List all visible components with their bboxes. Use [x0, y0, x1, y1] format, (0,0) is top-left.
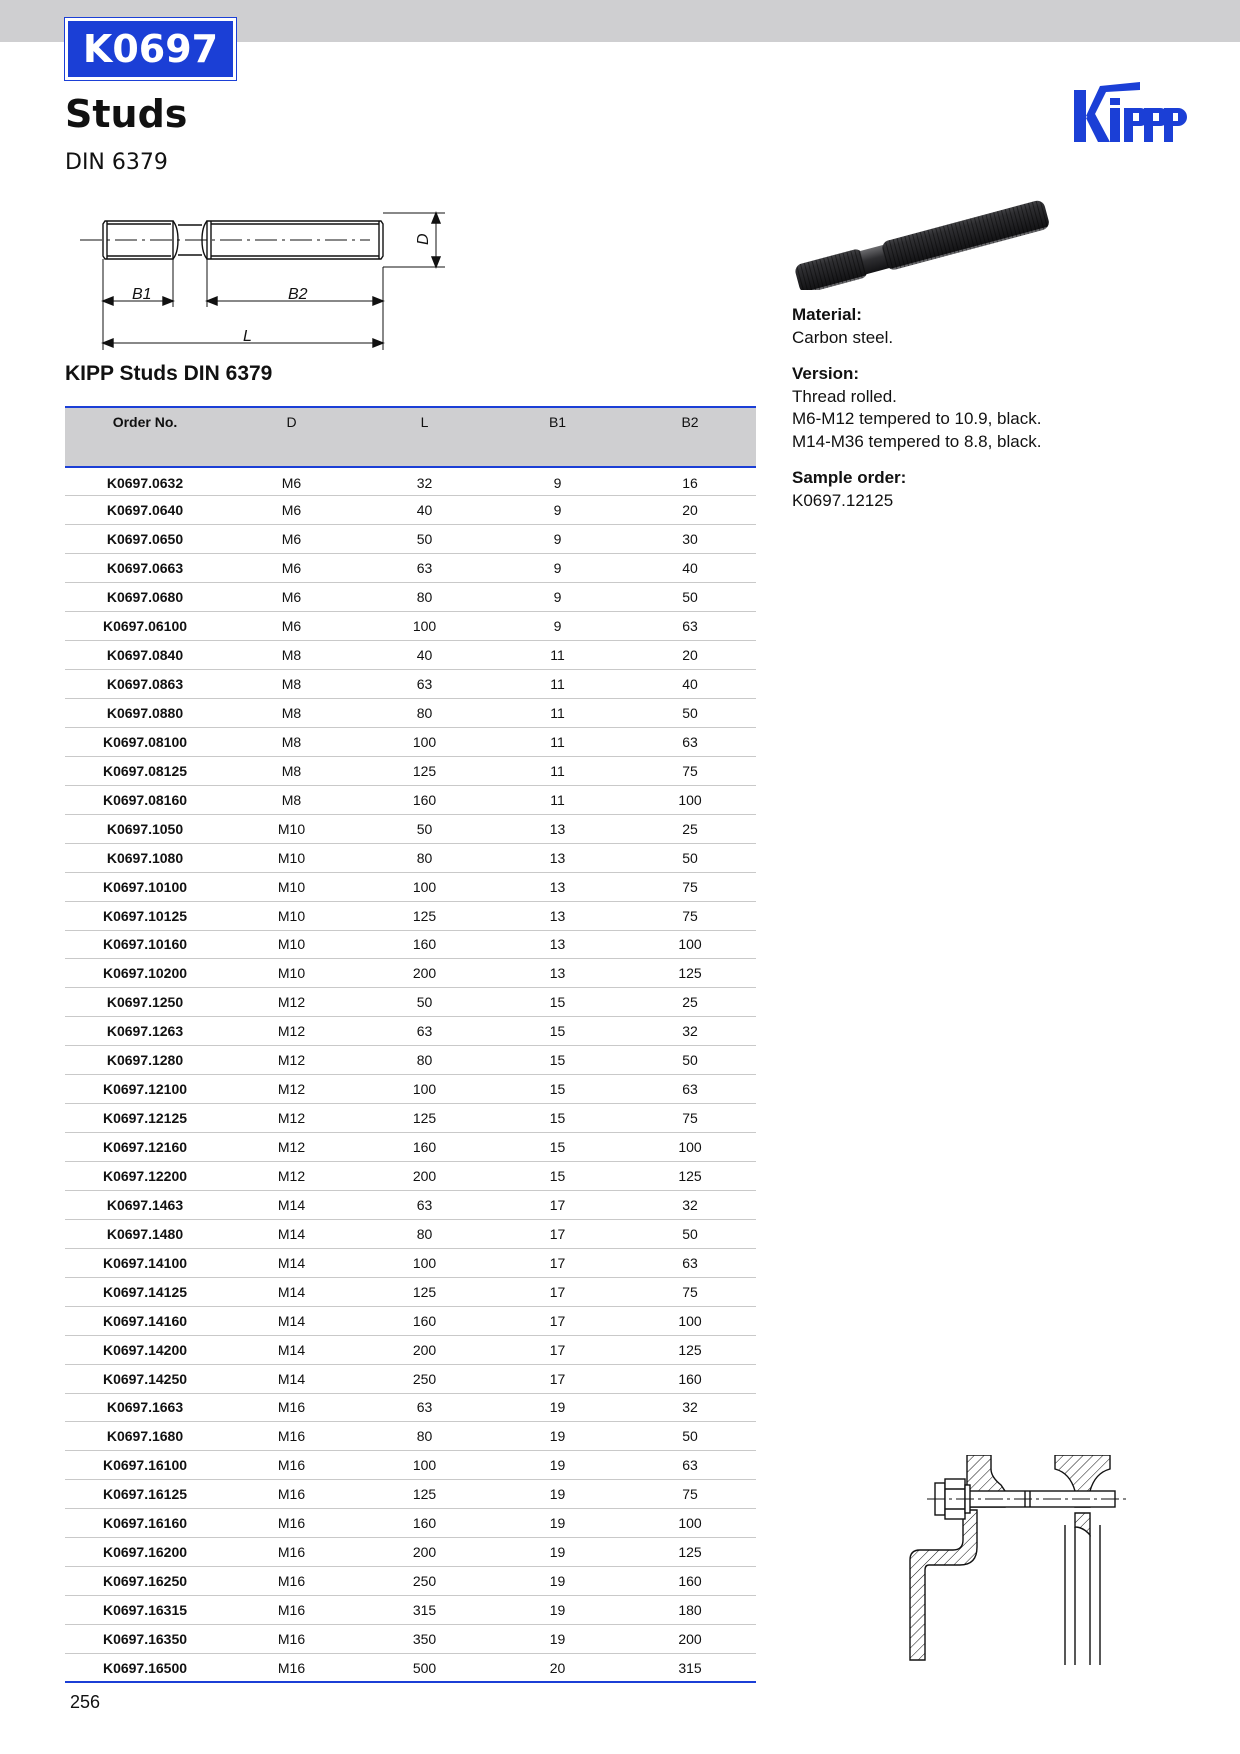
cell-b2: 63	[624, 612, 756, 641]
table-row	[65, 1133, 756, 1162]
cell-order-no: K0697.12125	[65, 1104, 225, 1133]
table-row	[65, 1364, 756, 1393]
cell-b1: 15	[491, 988, 624, 1017]
cell-l: 350	[358, 1625, 491, 1654]
table-row	[65, 814, 756, 843]
table-row	[65, 959, 756, 988]
cell-d: M8	[225, 727, 358, 756]
cell-d: M8	[225, 756, 358, 785]
cell-b1: 19	[491, 1625, 624, 1654]
table-row	[65, 1653, 756, 1682]
version-label: Version:	[792, 364, 860, 383]
cell-l: 63	[358, 670, 491, 699]
cell-l: 200	[358, 1538, 491, 1567]
table-row	[65, 901, 756, 930]
cell-d: M8	[225, 641, 358, 670]
cell-b1: 20	[491, 1653, 624, 1682]
dim-label-b1: B1	[132, 286, 152, 303]
table-row	[65, 525, 756, 554]
cell-order-no: K0697.1663	[65, 1393, 225, 1422]
cell-b2: 125	[624, 1538, 756, 1567]
cell-b1: 17	[491, 1364, 624, 1393]
cell-order-no: K0697.0663	[65, 554, 225, 583]
cell-d: M10	[225, 959, 358, 988]
cell-b1: 9	[491, 612, 624, 641]
cell-order-no: K0697.1463	[65, 1190, 225, 1219]
cell-l: 63	[358, 1017, 491, 1046]
table-row	[65, 1567, 756, 1596]
cell-d: M16	[225, 1451, 358, 1480]
table-row	[65, 756, 756, 785]
column-header-order-no: Order No.	[65, 407, 225, 467]
cell-order-no: K0697.1050	[65, 814, 225, 843]
dim-label-d: D	[415, 233, 432, 245]
table-row	[65, 467, 756, 496]
cell-order-no: K0697.1480	[65, 1219, 225, 1248]
table-row	[65, 843, 756, 872]
version-line: M6-M12 tempered to 10.9, black.	[792, 409, 1042, 428]
cell-l: 315	[358, 1596, 491, 1625]
cell-order-no: K0697.0680	[65, 583, 225, 612]
column-header-l: L	[358, 407, 491, 467]
cell-b2: 75	[624, 1104, 756, 1133]
cell-order-no: K0697.06100	[65, 612, 225, 641]
cell-b1: 17	[491, 1190, 624, 1219]
cell-l: 32	[358, 467, 491, 496]
cell-d: M6	[225, 583, 358, 612]
cell-b2: 30	[624, 525, 756, 554]
cell-l: 250	[358, 1364, 491, 1393]
cell-b2: 160	[624, 1567, 756, 1596]
cell-l: 40	[358, 496, 491, 525]
cell-order-no: K0697.1250	[65, 988, 225, 1017]
table-row	[65, 1596, 756, 1625]
cell-order-no: K0697.08100	[65, 727, 225, 756]
cell-l: 160	[358, 930, 491, 959]
cell-l: 125	[358, 1104, 491, 1133]
cell-order-no: K0697.1263	[65, 1017, 225, 1046]
cell-order-no: K0697.12200	[65, 1162, 225, 1191]
cell-l: 100	[358, 1075, 491, 1104]
cell-b1: 17	[491, 1277, 624, 1306]
cell-b1: 13	[491, 814, 624, 843]
cell-order-no: K0697.16350	[65, 1625, 225, 1654]
cell-l: 63	[358, 1190, 491, 1219]
cell-b1: 15	[491, 1075, 624, 1104]
cell-b1: 13	[491, 930, 624, 959]
cell-l: 80	[358, 1422, 491, 1451]
cell-d: M12	[225, 1104, 358, 1133]
cell-b1: 19	[491, 1567, 624, 1596]
cell-order-no: K0697.1280	[65, 1046, 225, 1075]
cell-b2: 25	[624, 814, 756, 843]
cell-l: 50	[358, 814, 491, 843]
cell-d: M16	[225, 1596, 358, 1625]
cell-l: 100	[358, 612, 491, 641]
cell-d: M6	[225, 467, 358, 496]
cell-order-no: K0697.14100	[65, 1248, 225, 1277]
version-line: M14-M36 tempered to 8.8, black.	[792, 431, 1042, 451]
cell-l: 80	[358, 583, 491, 612]
cell-b2: 50	[624, 583, 756, 612]
cell-b2: 63	[624, 1075, 756, 1104]
cell-b1: 15	[491, 1104, 624, 1133]
table-row	[65, 1480, 756, 1509]
cell-b2: 100	[624, 1509, 756, 1538]
cell-d: M16	[225, 1480, 358, 1509]
cell-b2: 20	[624, 641, 756, 670]
cell-b2: 125	[624, 1335, 756, 1364]
table-row	[65, 1451, 756, 1480]
page-title: Studs	[65, 92, 188, 136]
table-row	[65, 1625, 756, 1654]
cell-order-no: K0697.0632	[65, 467, 225, 496]
cell-b2: 75	[624, 901, 756, 930]
page-subtitle: DIN 6379	[65, 150, 168, 175]
cell-l: 50	[358, 525, 491, 554]
cell-b2: 315	[624, 1653, 756, 1682]
table-row	[65, 1393, 756, 1422]
cell-b1: 11	[491, 727, 624, 756]
cell-b2: 100	[624, 1306, 756, 1335]
material-text: Carbon steel.	[792, 327, 894, 347]
table-row	[65, 670, 756, 699]
table-row	[65, 1219, 756, 1248]
cell-b1: 15	[491, 1162, 624, 1191]
cell-b2: 50	[624, 1046, 756, 1075]
table-row	[65, 641, 756, 670]
cell-b1: 11	[491, 785, 624, 814]
cell-order-no: K0697.12100	[65, 1075, 225, 1104]
cell-b2: 16	[624, 467, 756, 496]
table-row	[65, 727, 756, 756]
cell-d: M8	[225, 699, 358, 728]
sample-order-text: K0697.12125	[792, 490, 894, 510]
table-row	[65, 1422, 756, 1451]
cell-b2: 160	[624, 1364, 756, 1393]
column-header-b2: B2	[624, 407, 756, 467]
cell-b1: 19	[491, 1422, 624, 1451]
cell-order-no: K0697.10160	[65, 930, 225, 959]
cell-b1: 19	[491, 1451, 624, 1480]
cell-b1: 17	[491, 1219, 624, 1248]
cell-d: M14	[225, 1335, 358, 1364]
cell-d: M12	[225, 1017, 358, 1046]
cell-order-no: K0697.0640	[65, 496, 225, 525]
table-row	[65, 1248, 756, 1277]
cell-d: M10	[225, 901, 358, 930]
cell-b1: 19	[491, 1509, 624, 1538]
cell-order-no: K0697.14200	[65, 1335, 225, 1364]
table-row	[65, 872, 756, 901]
cell-b2: 50	[624, 1219, 756, 1248]
dim-label-l: L	[243, 328, 252, 345]
table-row	[65, 699, 756, 728]
cell-order-no: K0697.16125	[65, 1480, 225, 1509]
cell-d: M6	[225, 525, 358, 554]
cell-d: M10	[225, 872, 358, 901]
cell-b1: 13	[491, 843, 624, 872]
cell-b2: 50	[624, 699, 756, 728]
cell-l: 160	[358, 1133, 491, 1162]
cell-d: M16	[225, 1538, 358, 1567]
cell-order-no: K0697.10100	[65, 872, 225, 901]
cell-b2: 32	[624, 1393, 756, 1422]
table-row	[65, 1538, 756, 1567]
table-row	[65, 1509, 756, 1538]
cell-b2: 25	[624, 988, 756, 1017]
table-row	[65, 1335, 756, 1364]
cell-d: M14	[225, 1190, 358, 1219]
cell-l: 125	[358, 901, 491, 930]
column-header-b1: B1	[491, 407, 624, 467]
cell-b2: 50	[624, 1422, 756, 1451]
cell-order-no: K0697.16315	[65, 1596, 225, 1625]
material-label: Material:	[792, 305, 862, 324]
cell-l: 125	[358, 756, 491, 785]
cell-b1: 9	[491, 496, 624, 525]
table-row	[65, 1104, 756, 1133]
cell-l: 160	[358, 1509, 491, 1538]
cell-l: 80	[358, 843, 491, 872]
cell-b1: 13	[491, 959, 624, 988]
table-row	[65, 1075, 756, 1104]
cell-l: 80	[358, 1046, 491, 1075]
cell-b1: 9	[491, 467, 624, 496]
cell-b1: 19	[491, 1596, 624, 1625]
cell-d: M10	[225, 930, 358, 959]
cell-d: M14	[225, 1248, 358, 1277]
cell-b1: 9	[491, 525, 624, 554]
cell-order-no: K0697.08125	[65, 756, 225, 785]
cell-l: 250	[358, 1567, 491, 1596]
cell-b2: 75	[624, 1480, 756, 1509]
cell-d: M14	[225, 1364, 358, 1393]
cell-d: M14	[225, 1219, 358, 1248]
cell-order-no: K0697.16100	[65, 1451, 225, 1480]
cell-b1: 19	[491, 1393, 624, 1422]
cell-d: M16	[225, 1625, 358, 1654]
cell-l: 63	[358, 1393, 491, 1422]
cell-order-no: K0697.0650	[65, 525, 225, 554]
cell-l: 100	[358, 1451, 491, 1480]
table-row	[65, 612, 756, 641]
cell-b2: 63	[624, 1248, 756, 1277]
cell-b2: 200	[624, 1625, 756, 1654]
cell-d: M16	[225, 1393, 358, 1422]
cell-order-no: K0697.1080	[65, 843, 225, 872]
table-row	[65, 583, 756, 612]
cell-order-no: K0697.14125	[65, 1277, 225, 1306]
cell-b2: 50	[624, 843, 756, 872]
cell-b1: 17	[491, 1306, 624, 1335]
cell-b2: 100	[624, 930, 756, 959]
cell-order-no: K0697.1680	[65, 1422, 225, 1451]
cell-b1: 11	[491, 670, 624, 699]
column-header-d: D	[225, 407, 358, 467]
cell-b2: 63	[624, 727, 756, 756]
cell-b2: 125	[624, 1162, 756, 1191]
page-number: 256	[70, 1692, 101, 1712]
cell-order-no: K0697.16500	[65, 1653, 225, 1682]
cell-b1: 19	[491, 1538, 624, 1567]
cell-b1: 15	[491, 1133, 624, 1162]
cell-l: 80	[358, 699, 491, 728]
table-header-row	[65, 407, 756, 467]
cell-d: M10	[225, 814, 358, 843]
cell-order-no: K0697.08160	[65, 785, 225, 814]
cell-d: M6	[225, 612, 358, 641]
cell-l: 200	[358, 1162, 491, 1191]
cell-d: M16	[225, 1653, 358, 1682]
dim-label-b2: B2	[288, 286, 308, 303]
table-row	[65, 988, 756, 1017]
cell-l: 125	[358, 1277, 491, 1306]
table-title: KIPP Studs DIN 6379	[65, 362, 273, 385]
table-row	[65, 1306, 756, 1335]
version-line: Thread rolled.	[792, 386, 897, 406]
table-row	[65, 496, 756, 525]
cell-order-no: K0697.12160	[65, 1133, 225, 1162]
cell-order-no: K0697.0880	[65, 699, 225, 728]
table-row	[65, 1190, 756, 1219]
cell-b1: 13	[491, 872, 624, 901]
cell-order-no: K0697.14160	[65, 1306, 225, 1335]
cell-l: 125	[358, 1480, 491, 1509]
table-row	[65, 1017, 756, 1046]
cell-order-no: K0697.16160	[65, 1509, 225, 1538]
cell-b2: 40	[624, 670, 756, 699]
cell-order-no: K0697.0840	[65, 641, 225, 670]
cell-b2: 20	[624, 496, 756, 525]
cell-b2: 75	[624, 756, 756, 785]
cell-l: 63	[358, 554, 491, 583]
cell-d: M10	[225, 843, 358, 872]
cell-b2: 125	[624, 959, 756, 988]
cell-b1: 11	[491, 756, 624, 785]
cell-order-no: K0697.0863	[65, 670, 225, 699]
cell-l: 160	[358, 1306, 491, 1335]
cell-d: M16	[225, 1509, 358, 1538]
cell-d: M12	[225, 988, 358, 1017]
cell-l: 100	[358, 1248, 491, 1277]
cell-order-no: K0697.10125	[65, 901, 225, 930]
cell-order-no: K0697.16250	[65, 1567, 225, 1596]
cell-d: M12	[225, 1162, 358, 1191]
cell-b2: 100	[624, 1133, 756, 1162]
cell-l: 100	[358, 727, 491, 756]
cell-b1: 17	[491, 1248, 624, 1277]
stud-product-image	[780, 180, 1060, 290]
cell-b1: 9	[491, 554, 624, 583]
cell-l: 50	[358, 988, 491, 1017]
cell-b1: 15	[491, 1046, 624, 1075]
cell-b2: 75	[624, 872, 756, 901]
studs-table	[65, 406, 756, 1683]
cell-d: M12	[225, 1046, 358, 1075]
cell-b1: 19	[491, 1480, 624, 1509]
cell-l: 500	[358, 1653, 491, 1682]
table-row	[65, 1277, 756, 1306]
cell-b2: 32	[624, 1017, 756, 1046]
table-row	[65, 1046, 756, 1075]
cell-order-no: K0697.14250	[65, 1364, 225, 1393]
cell-d: M14	[225, 1306, 358, 1335]
cell-l: 40	[358, 641, 491, 670]
cell-d: M12	[225, 1075, 358, 1104]
cell-d: M16	[225, 1422, 358, 1451]
assembly-drawing	[905, 1455, 1155, 1665]
cell-order-no: K0697.16200	[65, 1538, 225, 1567]
cell-order-no: K0697.10200	[65, 959, 225, 988]
cell-l: 200	[358, 959, 491, 988]
cell-l: 200	[358, 1335, 491, 1364]
cell-l: 160	[358, 785, 491, 814]
cell-d: M6	[225, 554, 358, 583]
cell-b2: 75	[624, 1277, 756, 1306]
sample-order-label: Sample order:	[792, 468, 907, 487]
cell-b1: 11	[491, 699, 624, 728]
cell-b1: 15	[491, 1017, 624, 1046]
cell-b2: 180	[624, 1596, 756, 1625]
cell-b1: 9	[491, 583, 624, 612]
cell-b2: 100	[624, 785, 756, 814]
table-row	[65, 930, 756, 959]
product-info	[792, 304, 1192, 526]
cell-b2: 40	[624, 554, 756, 583]
cell-b1: 13	[491, 901, 624, 930]
cell-d: M16	[225, 1567, 358, 1596]
cell-d: M12	[225, 1133, 358, 1162]
cell-d: M8	[225, 785, 358, 814]
cell-l: 80	[358, 1219, 491, 1248]
cell-d: M6	[225, 496, 358, 525]
stud-technical-drawing	[70, 195, 460, 355]
cell-b1: 11	[491, 641, 624, 670]
table-row	[65, 785, 756, 814]
product-code-badge: K0697	[65, 18, 236, 80]
table-row	[65, 554, 756, 583]
table-row	[65, 1162, 756, 1191]
cell-d: M8	[225, 670, 358, 699]
cell-b1: 17	[491, 1335, 624, 1364]
kipp-logo	[1070, 72, 1190, 162]
cell-b2: 32	[624, 1190, 756, 1219]
cell-b2: 63	[624, 1451, 756, 1480]
cell-l: 100	[358, 872, 491, 901]
cell-d: M14	[225, 1277, 358, 1306]
